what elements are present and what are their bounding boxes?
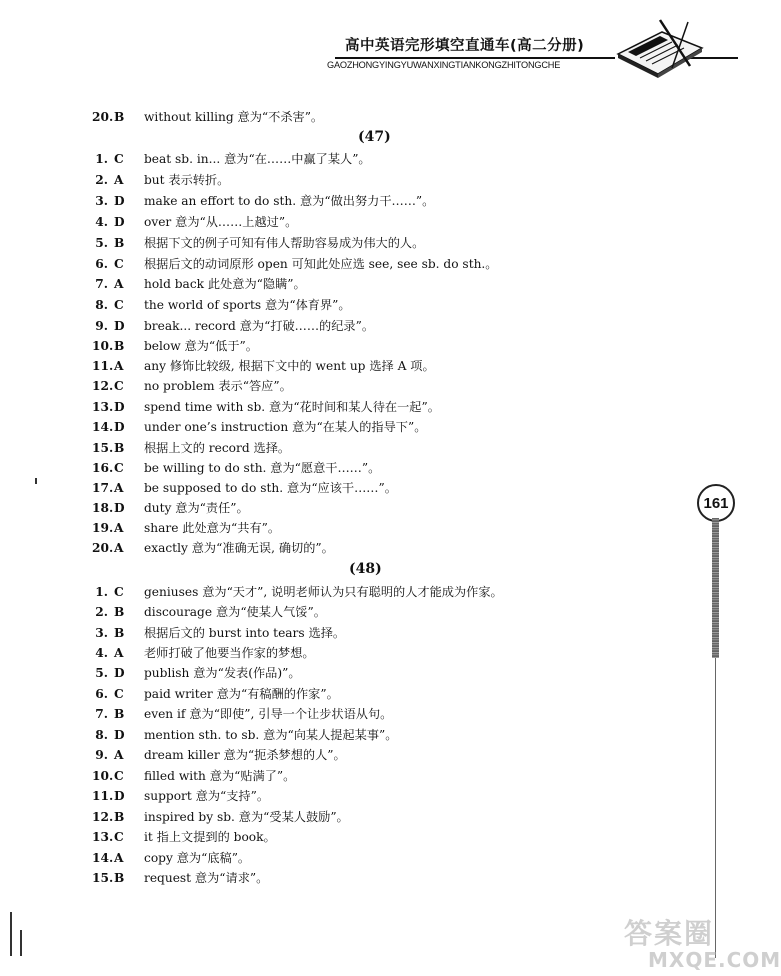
item-number: 11. [92, 359, 114, 373]
item-answer: A [114, 541, 124, 555]
item-answer: D [114, 789, 125, 803]
item-number: 6. [95, 257, 108, 271]
item-answer: B [114, 110, 125, 124]
header-rule-left [335, 57, 615, 59]
item-explanation: be willing to do sth. 意为“愿意干……”。 [144, 461, 381, 475]
item-explanation: make an effort to do sth. 意为“做出努力干……”。 [144, 194, 435, 208]
item-number: 9. [95, 319, 108, 333]
item-number: 3. [95, 626, 108, 640]
item-explanation: request 意为“请求”。 [144, 871, 269, 885]
answer-item [92, 829, 276, 845]
item-explanation: beat sb. in... 意为“在……中赢了某人”。 [144, 152, 371, 166]
item-number: 14. [92, 851, 114, 865]
item-explanation: under one’s instruction 意为“在某人的指导下”。 [144, 420, 427, 434]
item-number: 14. [92, 420, 114, 434]
item-explanation: share 此处意为“共有”。 [144, 521, 281, 535]
item-explanation: filled with 意为“贴满了”。 [144, 769, 296, 783]
item-number: 2. [95, 173, 108, 187]
item-number: 1. [95, 152, 108, 166]
answer-item [92, 480, 397, 496]
left-margin-line [10, 912, 12, 956]
answer-item [92, 109, 323, 125]
item-explanation: without killing 意为“不杀害”。 [144, 110, 324, 124]
item-answer: C [114, 379, 124, 393]
answer-item [92, 276, 306, 292]
item-answer: A [114, 359, 124, 373]
item-answer: D [114, 194, 125, 208]
item-answer: B [114, 605, 125, 619]
watermark-text: 答案圈 [624, 917, 715, 950]
item-number: 12. [92, 379, 114, 393]
item-answer: C [114, 769, 124, 783]
item-number: 20. [92, 541, 114, 555]
item-answer: B [114, 626, 125, 640]
item-number: 10. [92, 339, 114, 353]
item-number: 13. [92, 400, 114, 414]
item-number: 19. [92, 521, 114, 535]
answer-item [92, 358, 435, 374]
item-explanation: 根据后文的动词原形 open 可知此处应选 see, see sb. do sth.。 [144, 257, 498, 271]
item-number: 6. [95, 687, 108, 701]
item-number: 12. [92, 810, 114, 824]
answer-item [92, 256, 498, 272]
answer-item [92, 850, 250, 866]
open-book-with-pen-icon [610, 14, 706, 78]
item-number: 18. [92, 501, 114, 515]
item-answer: C [114, 152, 124, 166]
answer-item [92, 151, 371, 167]
item-explanation: paid writer 意为“有稿酬的作家”。 [144, 687, 339, 701]
item-number: 11. [92, 789, 114, 803]
answer-item [92, 706, 392, 722]
item-explanation: but 表示转折。 [144, 173, 230, 187]
item-answer: A [114, 646, 124, 660]
item-explanation: no problem 表示“答应”。 [144, 379, 292, 393]
item-explanation: break... record 意为“打破……的纪录”。 [144, 319, 375, 333]
item-explanation: any 修饰比较级, 根据下文中的 went up 选择 A 项。 [144, 359, 435, 373]
answer-item [92, 378, 292, 394]
item-number: 15. [92, 441, 114, 455]
item-answer: A [114, 851, 124, 865]
item-answer: C [114, 461, 124, 475]
item-answer: D [114, 728, 125, 742]
item-answer: A [114, 173, 124, 187]
item-answer: C [114, 687, 124, 701]
item-number: 16. [92, 461, 114, 475]
answer-item [92, 460, 380, 476]
item-number: 20. [92, 110, 114, 124]
item-explanation: support 意为“支持”。 [144, 789, 270, 803]
item-explanation: duty 意为“责任”。 [144, 501, 249, 515]
answer-item [92, 604, 326, 620]
answer-item [92, 214, 297, 230]
item-number: 5. [95, 236, 108, 250]
item-number: 10. [92, 769, 114, 783]
item-answer: C [114, 257, 124, 271]
item-answer: D [114, 215, 125, 229]
item-explanation: it 指上文提到的 book。 [144, 830, 276, 844]
answer-item [92, 440, 290, 456]
item-answer: B [114, 871, 125, 885]
answer-item [92, 172, 229, 188]
answer-item [92, 686, 339, 702]
item-answer: B [114, 236, 125, 250]
watermark-url: MXQE.COM [648, 948, 781, 972]
item-answer: A [114, 748, 124, 762]
item-explanation: mention sth. to sb. 意为“向某人提起某事”。 [144, 728, 398, 742]
section-heading-47: (47) [358, 129, 391, 145]
answer-item [92, 625, 345, 641]
item-answer: B [114, 810, 125, 824]
item-answer: C [114, 585, 124, 599]
item-explanation: exactly 意为“准确无误, 确切的”。 [144, 541, 334, 555]
answer-item [92, 809, 349, 825]
item-answer: D [114, 420, 125, 434]
answer-item [92, 419, 426, 435]
item-explanation: copy 意为“底稿”。 [144, 851, 251, 865]
answer-item [92, 500, 249, 516]
item-answer: B [114, 707, 125, 721]
stray-mark [35, 478, 37, 484]
answer-item [92, 540, 334, 556]
item-explanation: the world of sports 意为“体育界”。 [144, 298, 351, 312]
answer-item [92, 193, 434, 209]
item-answer: A [114, 277, 124, 291]
item-number: 13. [92, 830, 114, 844]
section-heading-48: (48) [349, 561, 382, 577]
item-answer: D [114, 400, 125, 414]
item-number: 15. [92, 871, 114, 885]
answer-item [92, 645, 315, 661]
item-explanation: even if 意为“即使”, 引导一个让步状语从句。 [144, 707, 393, 721]
answer-item [92, 235, 424, 251]
item-answer: C [114, 298, 124, 312]
item-number: 7. [95, 707, 108, 721]
watermark-logo [618, 912, 781, 976]
item-explanation: over 意为“从……上越过”。 [144, 215, 298, 229]
answer-item [92, 338, 258, 354]
item-explanation: discourage 意为“使某人气馁”。 [144, 605, 326, 619]
answer-item [92, 399, 440, 415]
item-explanation: 根据后文的 burst into tears 选择。 [144, 626, 346, 640]
item-number: 8. [95, 728, 108, 742]
item-explanation: 根据下文的例子可知有伟人帮助容易成为伟大的人。 [144, 236, 425, 250]
answer-item [92, 870, 268, 886]
answer-item [92, 665, 301, 681]
answer-item [92, 297, 351, 313]
item-explanation: be supposed to do sth. 意为“应该干……”。 [144, 481, 397, 495]
answer-item [92, 747, 346, 763]
header-title: 高中英语完形填空直通车(高二分册) [345, 38, 585, 54]
item-explanation: publish 意为“发表(作品)”。 [144, 666, 301, 680]
item-number: 9. [95, 748, 108, 762]
item-number: 5. [95, 666, 108, 680]
left-margin-line [20, 930, 22, 956]
item-number: 8. [95, 298, 108, 312]
item-explanation: hold back 此处意为“隐瞒”。 [144, 277, 306, 291]
answer-item [92, 520, 280, 536]
item-answer: B [114, 441, 125, 455]
item-number: 4. [95, 646, 108, 660]
item-answer: D [114, 319, 125, 333]
page-edge-tab [712, 518, 719, 658]
item-answer: D [114, 501, 125, 515]
item-answer: A [114, 481, 124, 495]
item-answer: C [114, 830, 124, 844]
item-answer: D [114, 666, 125, 680]
page-number-badge: 161 [697, 484, 735, 522]
item-explanation: spend time with sb. 意为“花时间和某人待在一起”。 [144, 400, 440, 414]
header-subtitle: GAOZHONGYINGYUWANXINGTIANKONGZHITONGCHE [327, 60, 561, 70]
answer-item [92, 727, 397, 743]
item-explanation: below 意为“低于”。 [144, 339, 258, 353]
answer-item [92, 584, 503, 600]
item-explanation: geniuses 意为“天才”, 说明老师认为只有聪明的人才能成为作家。 [144, 585, 503, 599]
item-answer: A [114, 521, 124, 535]
item-number: 3. [95, 194, 108, 208]
item-explanation: inspired by sb. 意为“受某人鼓励”。 [144, 810, 349, 824]
item-number: 2. [95, 605, 108, 619]
item-answer: B [114, 339, 125, 353]
item-explanation: dream killer 意为“扼杀梦想的人”。 [144, 748, 346, 762]
item-explanation: 老师打破了他要当作家的梦想。 [144, 646, 315, 660]
answer-item [92, 318, 374, 334]
answer-item [92, 788, 269, 804]
item-number: 4. [95, 215, 108, 229]
item-explanation: 根据上文的 record 选择。 [144, 441, 291, 455]
item-number: 17. [92, 481, 114, 495]
item-number: 7. [95, 277, 108, 291]
item-number: 1. [95, 585, 108, 599]
answer-item [92, 768, 295, 784]
